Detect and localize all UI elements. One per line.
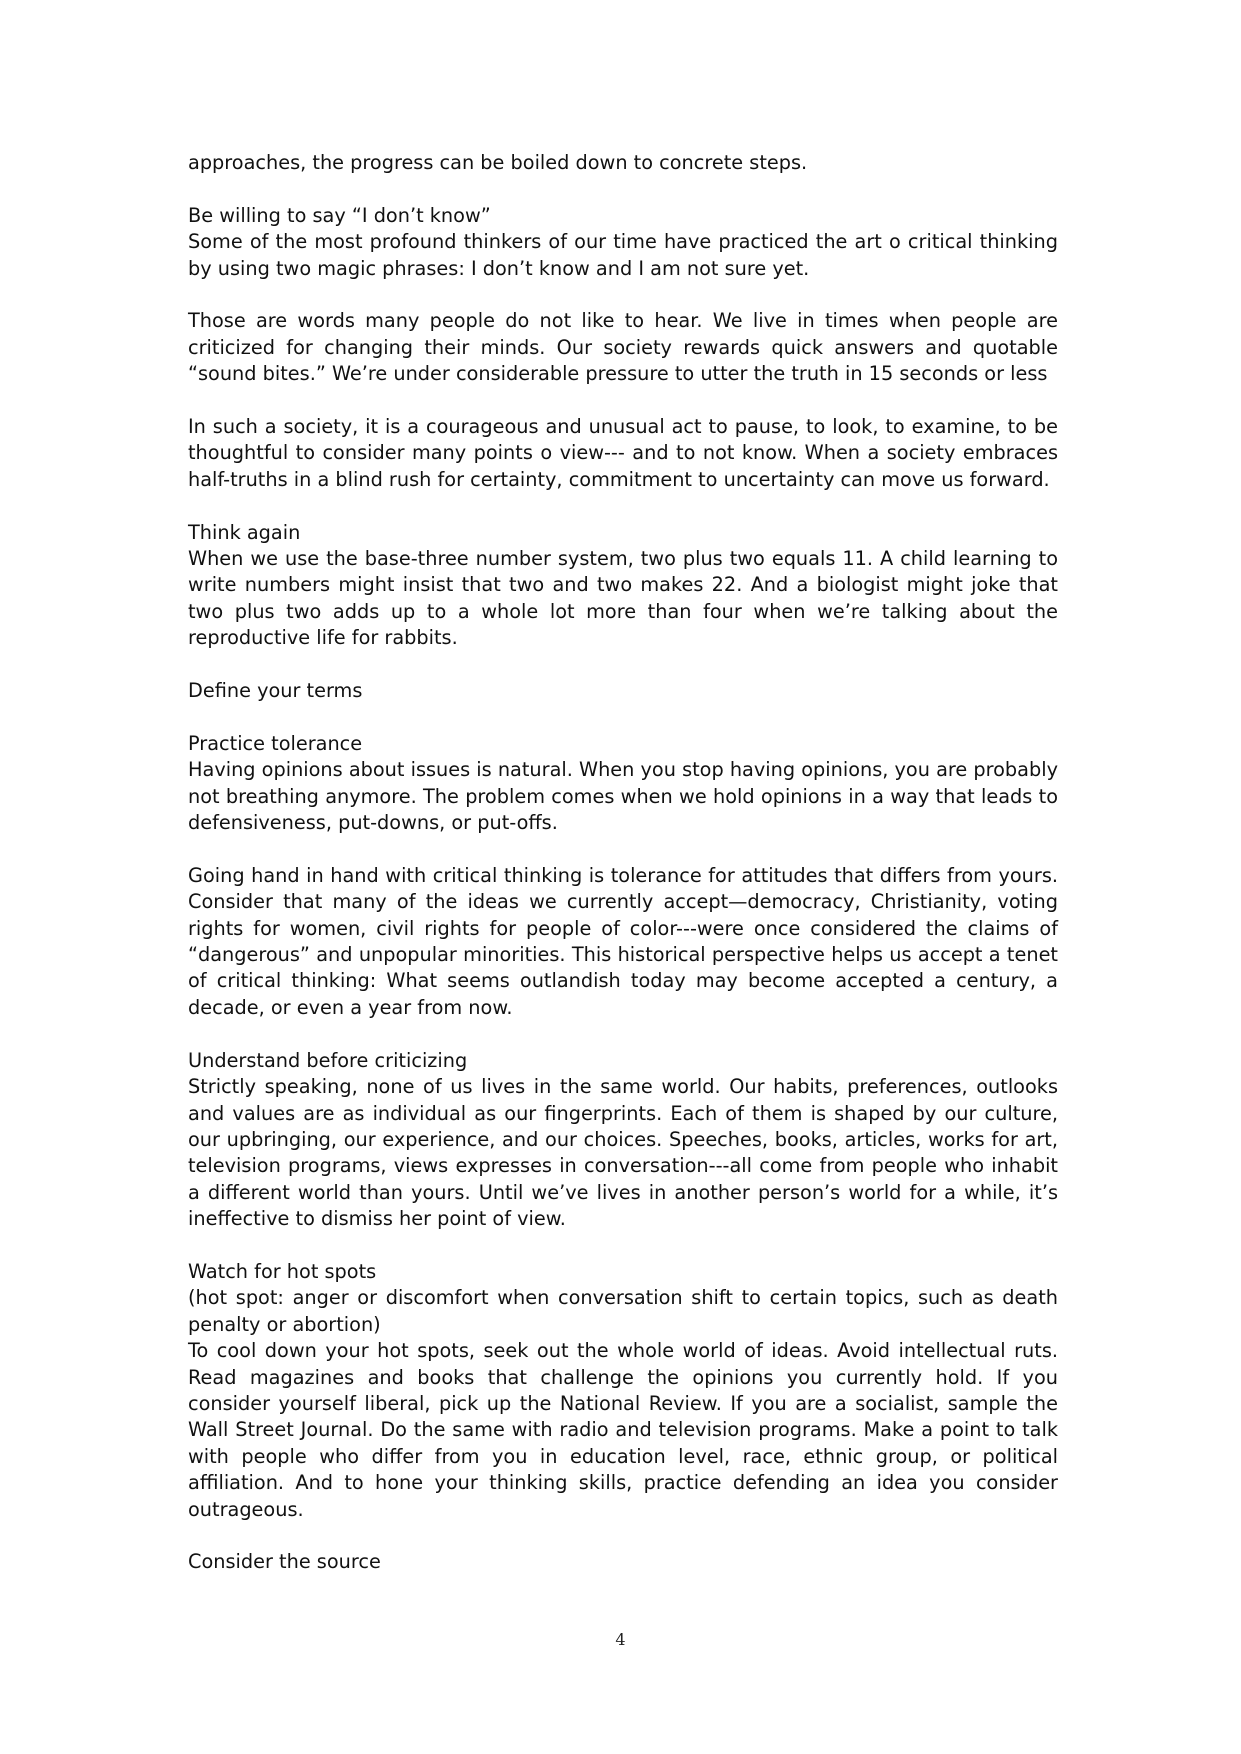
section-heading: Be willing to say “I don’t know” [188,203,491,227]
body-paragraph: In such a society, it is a courageous and unusual act to pause, to look, to examine, to be thoughtful to consider many points o view--- and to not know. When a society embraces half-truths in a blind rush for certainty, commitment to uncertainty can move us forward. [188,415,1058,491]
body-paragraph: approaches, the progress can be boiled down to concrete steps. [188,151,808,174]
paragraph-spacer [188,836,1058,862]
body-paragraph: Those are words many people do not like to hear. We live in times when people are criticized for changing their minds. Our society rewards quick answers and quotable “sound bites.” We’re under considerable pressure to utter the truth in 15 seconds or less [188,309,1058,386]
body-paragraph: When we use the base-three number system, two plus two equals 11. A child learning to write numbers might insist that two and two makes 22. And a biologist might joke that two plus two adds up to a whole lot more than four when we’re talking about the reproductive life for rabbits. [188,547,1058,650]
document-body [188,150,1058,1576]
body-paragraph: Going hand in hand with critical thinking is tolerance for attitudes that differs from yours. Consider that many of the ideas we currently accept—democracy, Christianity, voting rights for women, civil rights for people of color---were once considered the claims of “dangerous” and unpopular minorities. This historical perspective helps us accept a tenet of critical thinking: What seems outlandish today may become accepted a century, a decade, or even a year from now. [188,863,1058,1019]
section-heading: Consider the source [188,1550,381,1574]
paragraph-spacer [188,704,1058,730]
body-paragraph: (hot spot: anger or discomfort when conversation shift to certain topics, such as death penalty or abortion) [188,1286,1058,1336]
section-heading: Think again [188,520,301,544]
section-heading: Practice tolerance [188,731,363,755]
section-heading: Understand before criticizing [188,1048,468,1072]
paragraph-spacer [188,1233,1058,1259]
section-heading: Watch for hot spots [188,1259,377,1283]
body-paragraph: Having opinions about issues is natural. When you stop having opinions, you are probably not breathing anymore. The problem comes when we hold opinions in a way that leads to defensiveness, put-downs, or put-offs. [188,758,1058,835]
paragraph-spacer [188,1021,1058,1047]
body-paragraph: Some of the most profound thinkers of our time have practiced the art o critical thinking by using two magic phrases: I don’t know and I am not sure yet. [188,230,1058,280]
paragraph-spacer [188,176,1058,202]
paragraph-spacer [188,282,1058,308]
paragraph-spacer [188,652,1058,678]
section-heading: Define your terms [188,679,363,703]
body-paragraph: Strictly speaking, none of us lives in the same world. Our habits, preferences, outlooks and values are as individual as our fingerprints. Each of them is shaped by our culture, our upbringing, our experience, and our choices. Speeches, books, articles, works for art, television programs, views expresses in conversation---all come from people who inhabit a different world than yours. Until we’ve lives in another person’s world for a while, it’s ineffective to dismiss her point of view. [188,1075,1058,1231]
paragraph-spacer [188,493,1058,519]
body-paragraph: To cool down your hot spots, seek out the whole world of ideas. Avoid intellectual ruts. Read magazines and books that challenge the opinions you currently hold. If you consider yourself liberal, pick up the National Review. If you are a socialist, sample the Wall Street Journal. Do the same with radio and television programs. Make a point to talk with people who differ from you in education level, race, ethnic group, or political affiliation. And to hone your thinking skills, practice defending an idea you consider outrageous. [188,1339,1058,1521]
paragraph-spacer [188,1523,1058,1549]
paragraph-spacer [188,388,1058,414]
page-number: 4 [615,1630,626,1649]
